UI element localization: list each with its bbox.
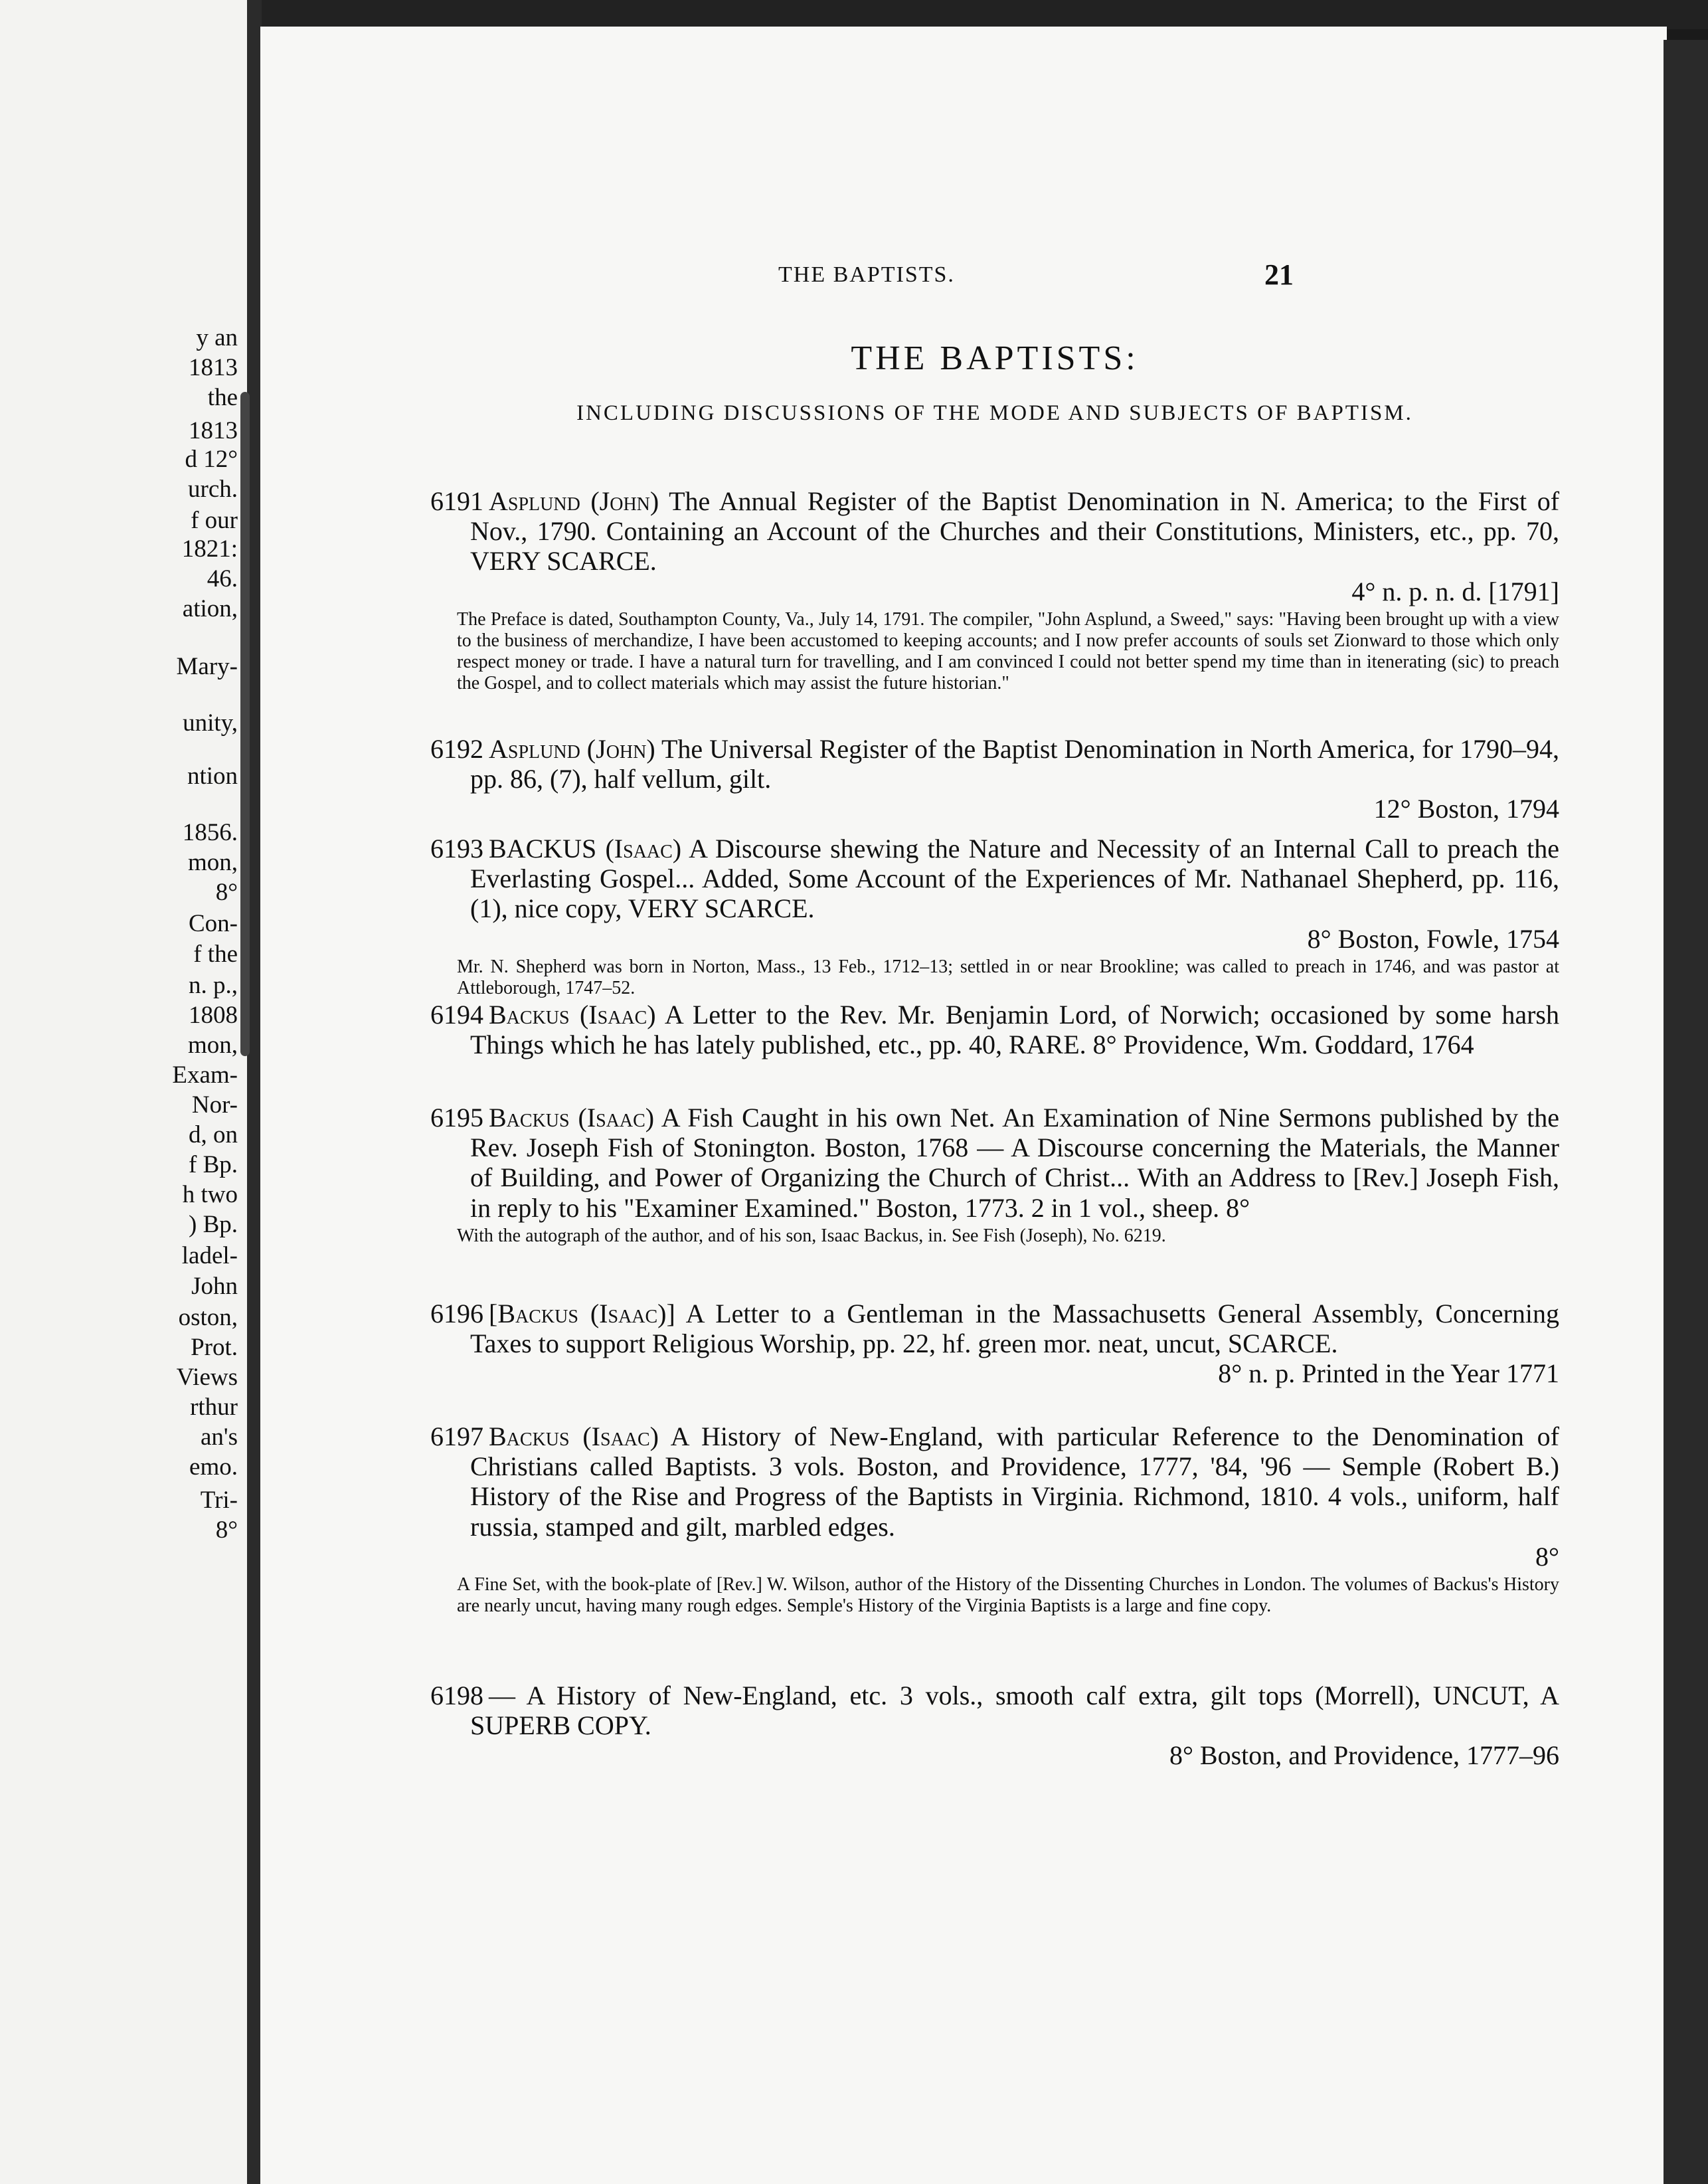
left-page-fragment: an's (201, 1423, 238, 1451)
facing-page-left (0, 0, 252, 2184)
left-page-fragment: urch. (188, 476, 238, 503)
left-page-fragment: Views (176, 1364, 238, 1391)
left-page-fragment: n. p., (189, 972, 238, 999)
left-page-fragment: ladel- (181, 1242, 238, 1269)
section-subtitle: INCLUDING DISCUSSIONS OF THE MODE AND SUBJECTS OF BAPTISM. (576, 401, 1413, 425)
page-number: 21 (1264, 258, 1294, 291)
entry-body (430, 486, 1559, 577)
lot-number: 6193 (430, 834, 483, 864)
entry-author: [Backus (Isaac)] (489, 1299, 675, 1328)
entry-body (430, 1299, 1559, 1358)
entry-author: Backus (Isaac) (489, 1000, 656, 1030)
left-page-fragment: the (207, 384, 238, 411)
entry-imprint: 4° n. p. n. d. [1791] (1351, 576, 1559, 606)
entry-note: Mr. N. Shepherd was born in Norton, Mass., 13 Feb., 1712–13; settled in or near Brookline; was called to preach in 1746, and was pastor at Attleborough, 1747–52. (457, 956, 1559, 998)
entry-imprint: 8° n. p. Printed in the Year 1771 (1218, 1358, 1559, 1389)
catalogue-entry (430, 1103, 1559, 1247)
left-page-fragment: Mary- (176, 653, 238, 680)
section-title: THE BAPTISTS: (851, 339, 1139, 377)
left-page-fragment: 8° (215, 1516, 238, 1544)
entry-title: A Discourse shewing the Nature and Necessity of an Internal Call to preach the Everlasting Gospel... Added, Some Account of the Experiences of Mr. Nathanael Shepherd, pp. 116, (1), nice copy, VERY SCARCE. (470, 834, 1560, 924)
entry-author: Backus (Isaac) (489, 1421, 659, 1451)
entry-title: A Fish Caught in his own Net. An Examination of Nine Sermons published by the Rev. Joseph Fish of Stonington. Boston, 1768 — A Discourse concerning the Materials, the Manner of Building, and Power of Organizing the Church of Christ... With an Address to [Rev.] Joseph Fish, in reply to his "Examiner Examined." Boston, 1773. 2 in 1 vol., sheep. 8° (470, 1103, 1559, 1223)
left-page-fragment: mon, (187, 849, 238, 876)
left-page-fragment: d, on (189, 1121, 238, 1148)
left-page-fragment: 1856. (182, 819, 238, 846)
lot-number: 6195 (430, 1103, 483, 1133)
left-page-fragment: ation, (182, 595, 238, 622)
left-page-fragment: y an (196, 324, 238, 351)
left-page-fragment: 1821: (181, 535, 238, 563)
left-page-fragment: f Bp. (189, 1151, 238, 1178)
entry-author: Backus (Isaac) (489, 1103, 655, 1133)
entry-body (430, 1103, 1559, 1223)
entry-imprint: 8° Boston, Fowle, 1754 (1307, 923, 1559, 954)
binding-thread (240, 392, 250, 1056)
catalogue-entry (430, 486, 1559, 695)
left-page-fragment: h two (182, 1181, 238, 1208)
entry-imprint: 8° (1535, 1541, 1559, 1572)
left-page-fragment: d 12° (185, 446, 238, 473)
lot-number: 6198 (430, 1681, 483, 1710)
left-page-fragment: f our (191, 507, 238, 534)
left-page-fragment: Tri- (200, 1487, 238, 1514)
lot-number: 6197 (430, 1421, 483, 1451)
left-page-fragment: rthur (190, 1394, 238, 1421)
entry-title: A History of New-England, etc. 3 vols., smooth calf extra, gilt tops (Morrell), UNCUT, A SUPERB COPY. (470, 1681, 1559, 1741)
left-page-fragment: ) Bp. (189, 1211, 238, 1238)
entry-body (430, 1000, 1559, 1059)
catalogue-entry (430, 1000, 1559, 1059)
entry-author: Asplund (John) (489, 486, 659, 516)
left-page-fragment: emo. (189, 1453, 238, 1481)
lot-number: 6196 (430, 1299, 483, 1328)
entry-note: A Fine Set, with the book-plate of [Rev.] W. Wilson, author of the History of the Dissenting Churches in London. The volumes of Backus's History are nearly uncut, having many rough edges. Semple's History of the Virginia Baptists is a large and fine copy. (457, 1574, 1559, 1617)
lot-number: 6192 (430, 734, 483, 764)
left-page-fragment: Exam- (172, 1061, 238, 1089)
page-21 (260, 27, 1667, 2184)
book-gutter (247, 0, 262, 2184)
left-page-fragment: 8° (215, 879, 238, 906)
lot-number: 6191 (430, 486, 483, 516)
entry-author: — (489, 1681, 515, 1710)
scan-right-edge (1664, 40, 1708, 2184)
entry-body (430, 734, 1559, 794)
entry-author: Asplund (John) (489, 734, 655, 764)
left-page-fragment: Prot. (191, 1334, 238, 1361)
lot-number: 6194 (430, 1000, 483, 1030)
catalogue-entry (430, 734, 1559, 824)
entry-imprint: 8° Boston, and Providence, 1777–96 (1169, 1740, 1559, 1771)
catalogue-entry (430, 1421, 1559, 1617)
catalogue-entry (430, 1299, 1559, 1389)
entry-note: With the autograph of the author, and of his son, Isaac Backus, in. See Fish (Joseph), No. 6219. (457, 1225, 1166, 1246)
entry-imprint: 12° Boston, 1794 (1373, 794, 1559, 824)
left-page-fragment: Con- (189, 910, 238, 937)
left-page-fragment: Nor- (191, 1091, 238, 1119)
left-page-fragment: unity, (183, 709, 238, 737)
entry-author: BACKUS (Isaac) (489, 834, 682, 864)
entry-title: A Letter to the Rev. Mr. Benjamin Lord, of Norwich; occasioned by some harsh Things which he has lately published, etc., pp. 40, RARE. 8° Providence, Wm. Goddard, 1764 (470, 1000, 1560, 1060)
left-page-fragment: 46. (207, 565, 238, 592)
left-page-fragment: John (191, 1273, 238, 1300)
entry-body (430, 1421, 1559, 1542)
running-head: THE BAPTISTS. (778, 262, 955, 287)
entry-title: The Annual Register of the Baptist Denomination in N. America; to the First of Nov., 1790. Containing an Account of the Churches and their Constitutions, Ministers, etc., pp. 70, VERY SCARCE. (470, 486, 1560, 577)
left-page-fragment: mon, (187, 1032, 238, 1059)
left-page-fragment: 1813 (189, 354, 238, 381)
catalogue-entry (430, 1681, 1559, 1771)
left-page-fragment: oston, (178, 1304, 238, 1331)
entry-note: The Preface is dated, Southampton County, Va., July 14, 1791. The compiler, "John Asplund, a Sweed," says: "Having been brought up with a view to the business of merchandize, I have been accustomed to keeping accounts; and I now prefer accounts of souls set Zionward to those which only respect money or trade. I have a natural turn for travelling, and I am convinced I could not better spend my time than in itenerating (sic) to preach the Gospel, and to collect materials which may assist the future historian." (457, 608, 1559, 694)
left-page-fragment: 1808 (189, 1002, 238, 1029)
left-page-fragment: f the (193, 941, 238, 968)
entry-title: The Universal Register of the Baptist Denomination in North America, for 1790–94, pp. 86, (7), half vellum, gilt. (470, 734, 1560, 794)
entry-body (430, 1681, 1559, 1740)
left-page-fragment: ntion (187, 763, 238, 790)
entry-body (430, 834, 1559, 924)
scan-top-edge (260, 0, 1708, 29)
catalogue-entry (430, 834, 1559, 999)
entry-title: A History of New-England, with particular Reference to the Denomination of Christians called Baptists. 3 vols. Boston, and Providence, 1777, '84, '96 — Semple (Robert B.) History of the Rise and Progress of the Baptists in Virginia. Richmond, 1810. 4 vols., uniform, half russia, stamped and gilt, marbled edges. (470, 1421, 1559, 1542)
left-page-fragment: 1813 (189, 417, 238, 444)
entry-title: A Letter to a Gentleman in the Massachusetts General Assembly, Concerning Taxes to support Religious Worship, pp. 22, hf. green mor. neat, uncut, SCARCE. (470, 1299, 1559, 1359)
